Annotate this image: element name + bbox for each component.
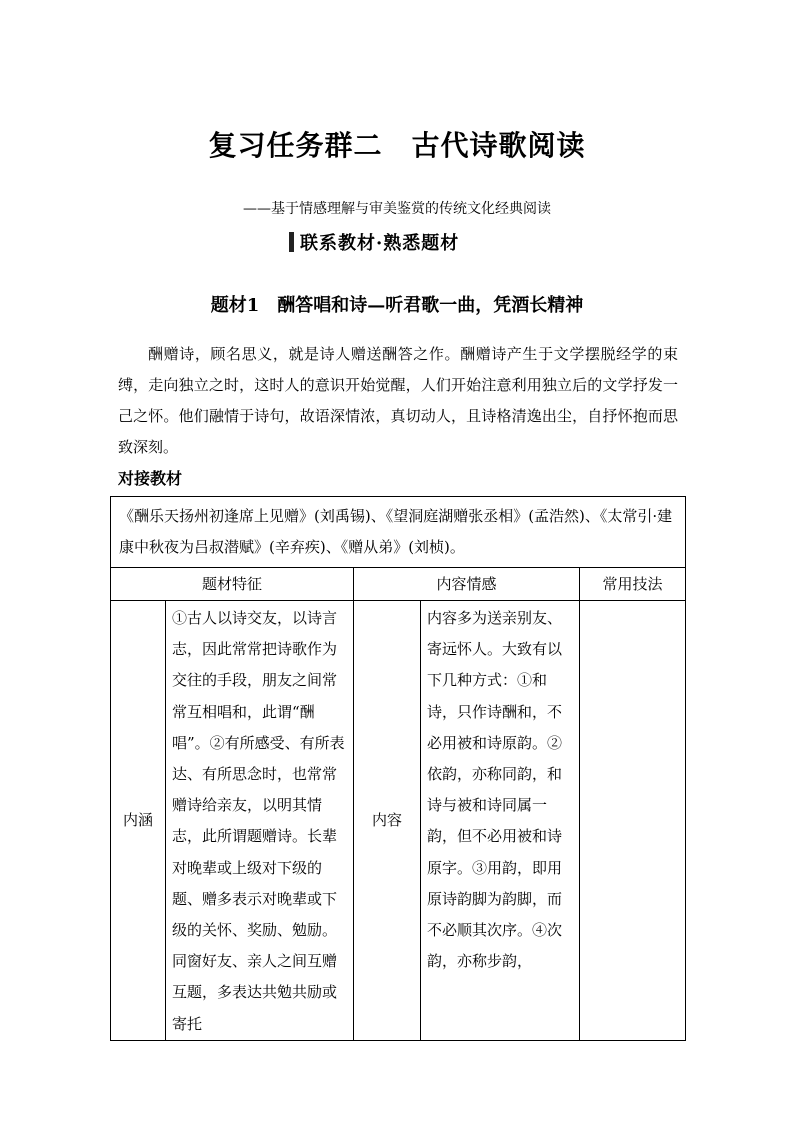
page-subtitle: ——基于情感理解与审美鉴赏的传统文化经典阅读 <box>243 201 551 217</box>
table-row <box>111 601 686 1041</box>
textbook-label: 对接教材 <box>118 469 183 488</box>
row-label-content: 内容 <box>354 601 421 1041</box>
page-title: 复习任务群二 古代诗歌阅读 <box>208 129 586 162</box>
connotation-text: ①古人以诗交友，以诗言志，因此常常把诗歌作为交往的手段，朋友之间常常互相唱和，此谓“酬唱”。②有所感受、有所表达、有所思念时，也常常赠诗给亲友，以明其情志，此所谓题赠诗。长辈对晚辈或上级对下级的题、赠多表示对晚辈或下级的关怀、奖励、勉励。同窗好友、亲人之间互赠互题，多表达共勉共励或寄托 <box>166 601 354 1041</box>
content-text: 内容多为送亲别友、寄远怀人。大致有以下几种方式：①和诗，只作诗酬和，不必用被和诗原韵。②依韵，亦称同韵，和诗与被和诗同属一韵，但不必用被和诗原字。③用韵，即用原诗韵脚为韵脚，而不必顺其次序。④次韵，亦称步韵， <box>421 601 580 1041</box>
section-tag-label: 联系教材·熟悉题材 <box>300 233 460 254</box>
section-tag-bar <box>289 232 294 252</box>
intro-paragraph: 酬赠诗，顾名思义，就是诗人赠送酬答之作。酬赠诗产生于文学摆脱经学的束缚，走向独立之时，这时人的意识开始觉醒，人们开始注意利用独立后的文学抒发一己之怀。他们融情于诗句，故语深情浓，真切动人，且诗格清逸出尘，自抒怀抱而思致深刻。 <box>118 345 678 456</box>
table-header-row <box>111 568 686 601</box>
header-content-emotion: 内容情感 <box>354 568 580 601</box>
table-row-references <box>111 497 686 568</box>
theme-title: 题材1 酬答唱和诗—听君歌一曲，凭酒长精神 <box>210 295 584 316</box>
section-tag <box>289 229 459 255</box>
header-techniques: 常用技法 <box>580 568 686 601</box>
technique-text <box>580 601 686 1041</box>
references-cell: 《酬乐天扬州初逢席上见赠》(刘禹锡)、《望洞庭湖赠张丞相》(孟浩然)、《太常引·建康中秋夜为吕叔潜赋》(辛弃疾)、《赠从弟》(刘桢)。 <box>111 497 686 568</box>
theme-table <box>110 496 686 1041</box>
row-label-connotation: 内涵 <box>111 601 166 1041</box>
header-feature: 题材特征 <box>111 568 354 601</box>
